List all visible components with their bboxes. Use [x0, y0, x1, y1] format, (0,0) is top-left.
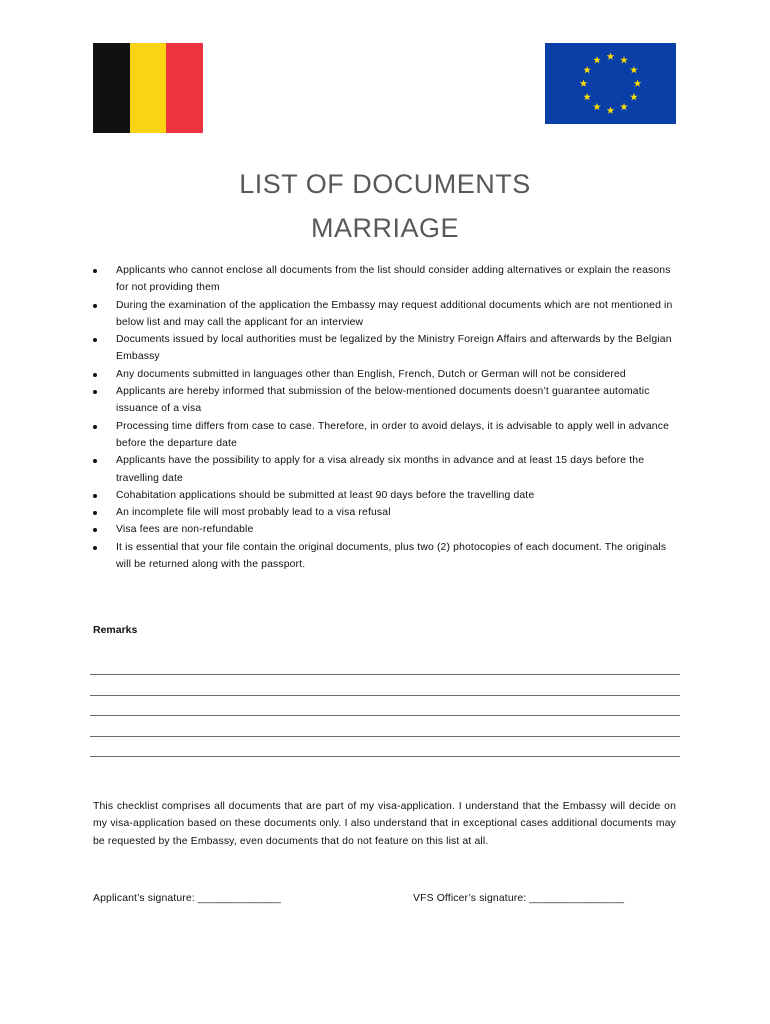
officer-signature-field: VFS Officer’s signature: ________________ — [413, 893, 625, 904]
list-item-text: It is essential that your file contain the original documents, plus two (2) photocopies of each document. The originals will be returned along with the passport. — [116, 541, 667, 571]
belgium-flag-icon — [93, 43, 203, 133]
bullet-icon — [93, 269, 97, 273]
bullet-icon — [93, 304, 97, 308]
list-item-text: Applicants have the possibility to apply for a visa already six months in advance and at least 15 days before the travelling date — [116, 455, 645, 484]
page-title — [0, 162, 770, 250]
bullet-icon — [93, 459, 97, 463]
requirements-list — [93, 262, 678, 573]
list-item — [93, 521, 678, 538]
eu-flag-graphic — [545, 43, 676, 124]
applicant-signature-field: Applicant’s signature: ______________ — [93, 893, 281, 904]
list-item-text: Any documents submitted in languages other than English, French, Dutch or German will not be considered — [116, 368, 626, 380]
bullet-icon — [93, 338, 97, 342]
list-item — [93, 504, 678, 521]
list-item — [93, 262, 678, 297]
eu-flag-icon — [545, 43, 676, 124]
title-line-1: LIST OF DOCUMENTS — [239, 169, 531, 199]
list-item — [93, 418, 678, 453]
list-item-text: Applicants who cannot enclose all documents from the list should consider adding alternatives or explain the reasons for not providing them — [116, 265, 671, 294]
list-item — [93, 297, 678, 332]
list-item-text: Documents issued by local authorities must be legalized by the Ministry Foreign Affairs and afterwards by the Belgian Embassy — [116, 334, 672, 363]
belgium-flag-red-stripe — [166, 43, 203, 133]
list-item — [93, 452, 678, 487]
list-item — [93, 383, 678, 418]
remarks-line — [90, 695, 680, 696]
list-item-text: Visa fees are non-refundable — [116, 524, 254, 536]
remarks-line — [90, 715, 680, 716]
list-item — [93, 366, 678, 383]
remarks-line — [90, 674, 680, 675]
bullet-icon — [93, 494, 97, 498]
bullet-icon — [93, 390, 97, 394]
list-item-text: An incomplete file will most probably lead to a visa refusal — [116, 507, 391, 519]
list-item-text: During the examination of the application the Embassy may request additional documents which are not mentioned in below list and may call the applicant for an interview — [116, 299, 673, 328]
remarks-line — [90, 736, 680, 737]
title-line-2: MARRIAGE — [310, 213, 460, 243]
list-item-text: Processing time differs from case to case. Therefore, in order to avoid delays, it is advisable to apply well in advance before the departure date — [116, 420, 670, 449]
remarks-line — [90, 756, 680, 757]
belgium-flag-yellow-stripe — [130, 43, 167, 133]
declaration-statement: This checklist comprises all documents that are part of my visa-application. I understand that the Embassy will decide on my visa-application based on these documents only. I also understand that in exceptional cases additional documents may be requested by the Embassy, even documents that do not feature on this list at all. — [93, 801, 676, 847]
list-item-text: Applicants are hereby informed that submission of the below-mentioned documents doesn’t guarantee automatic issuance of a visa — [116, 386, 650, 415]
list-item — [93, 539, 678, 574]
remarks-heading: Remarks — [93, 624, 138, 636]
bullet-icon — [93, 546, 97, 550]
bullet-icon — [93, 511, 97, 515]
list-item-text: Cohabitation applications should be submitted at least 90 days before the travelling date — [116, 489, 535, 501]
list-item — [93, 331, 678, 366]
bullet-icon — [93, 528, 97, 532]
belgium-flag-black-stripe — [93, 43, 130, 133]
list-item — [93, 487, 678, 504]
bullet-icon — [93, 373, 97, 377]
bullet-icon — [93, 425, 97, 429]
